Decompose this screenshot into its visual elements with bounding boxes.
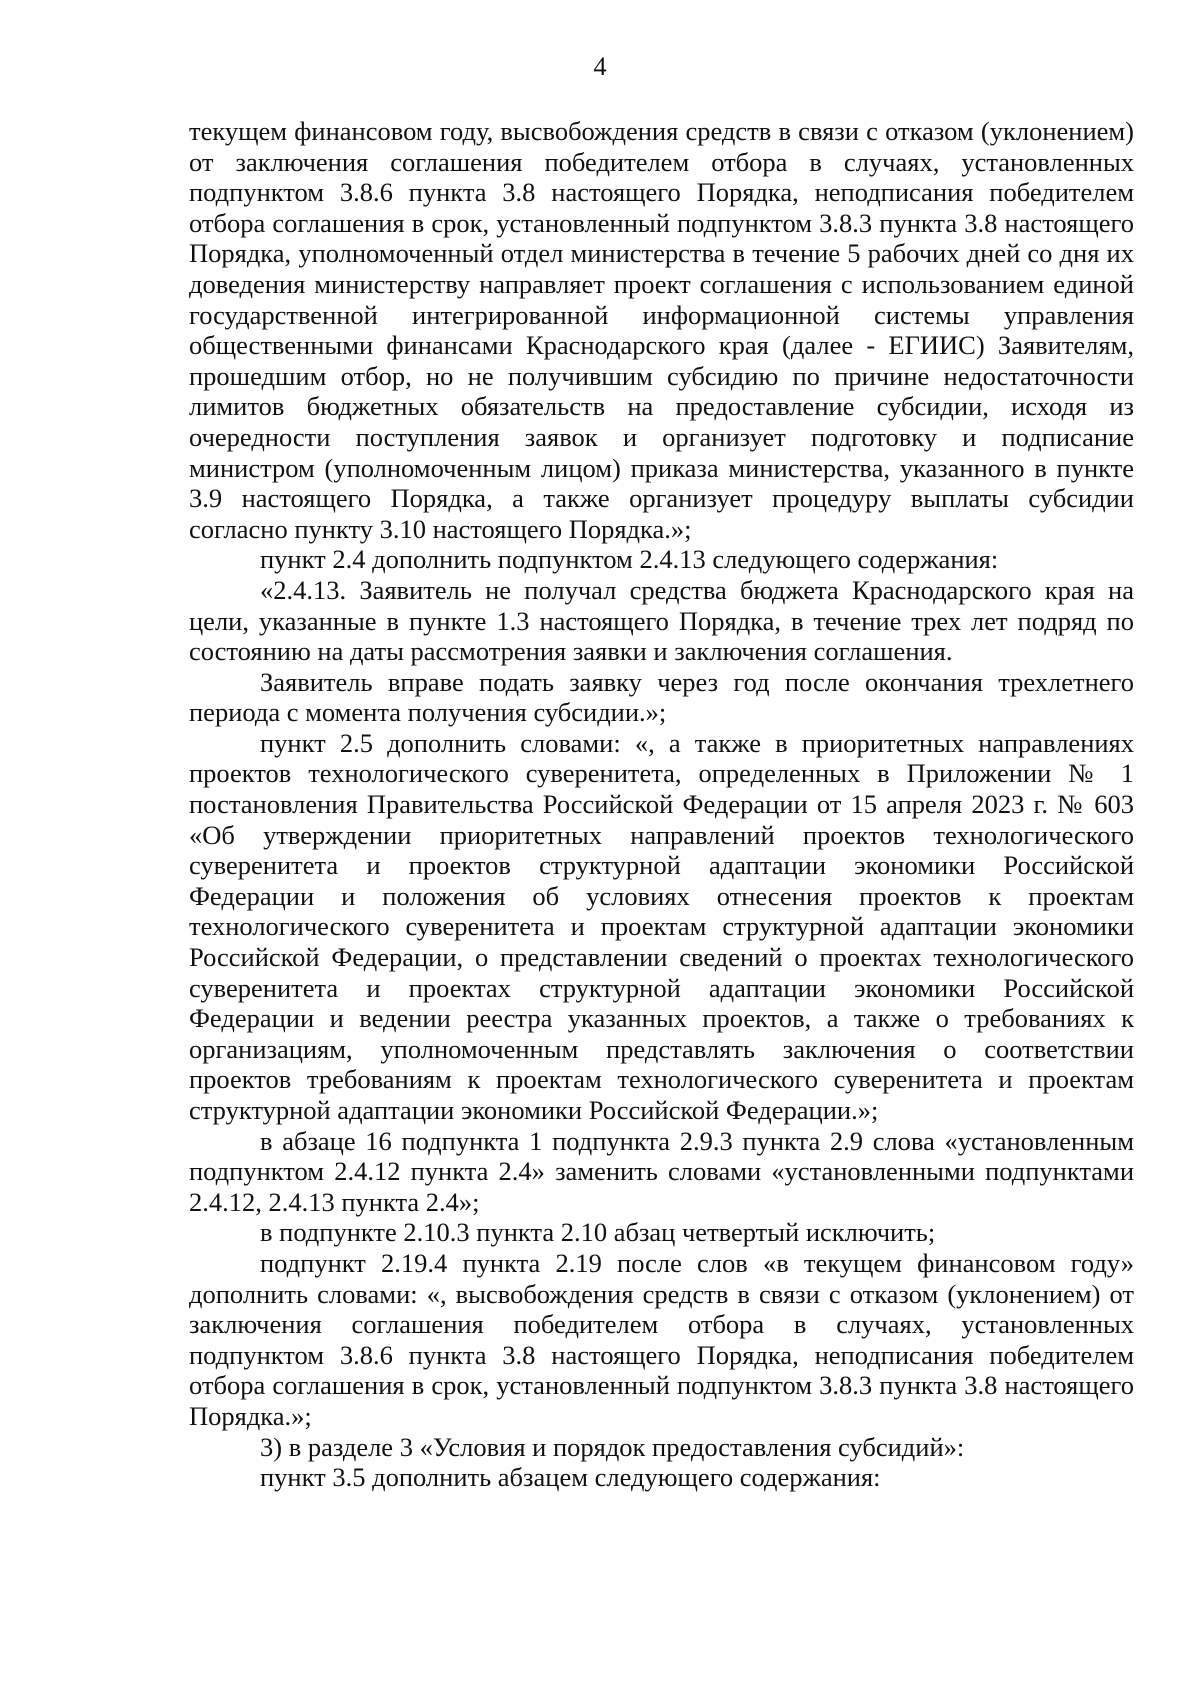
paragraph-item-2-10-3: в подпункте 2.10.3 пункта 2.10 абзац четвертый исключить; xyxy=(260,1217,936,1248)
paragraph-section-3: 3) в разделе 3 «Условия и порядок предоставления субсидий»: xyxy=(260,1431,965,1462)
paragraph-item-2-9-3: в абзаце 16 подпункта 1 подпункта 2.9.3 пункта 2.9 слова «установленным подпунктом 2.4.12 пункта 2.4» заменить словами «установленными подпунктами 2.4.12, 2.4.13 пункта 2.4»; xyxy=(189,1125,1134,1217)
paragraph-item-2-4: пункт 2.4 дополнить подпунктом 2.4.13 следующего содержания: xyxy=(260,544,999,575)
document-body xyxy=(189,116,1134,1493)
paragraph-continuation: текущем финансовом году, высвобождения средств в связи с отказом (уклонением) от заключения соглашения победителем отбора в случаях, установленных подпунктом 3.8.6 пункта 3.8 настоящего Порядка, неподписания победителем отбора соглашения в срок, установленный подпунктом 3.8.3 пункта 3.8 настоящего Порядка, уполномоченный отдел министерства в течение 5 рабочих дней со дня их доведения министерству направляет проект соглашения с использованием единой государственной интегрированной информационной системы управления общественными финансами Краснодарского края (далее - ЕГИИС) Заявителям, прошедшим отбор, но не получившим субсидию по причине недостаточности лимитов бюджетных обязательств на предоставление субсидии, исходя из очередности поступления заявок и организует подготовку и подписание министром (уполномоченным лицом) приказа министерства, указанного в пункте 3.9 настоящего Порядка, а также организует процедуру выплаты субсидии согласно пункту 3.10 настоящего Порядка.»; xyxy=(189,116,1134,544)
paragraph-item-2-5: пункт 2.5 дополнить словами: «, а также в приоритетных направлениях проектов технологического суверенитета, определенных в Приложении № 1 постановления Правительства Российской Федерации от 15 апреля 2023 г. № 603 «Об утверждении приоритетных направлений проектов технологического суверенитета и проектов структурной адаптации экономики Российской Федерации и положения об условиях отнесения проектов к проектам технологического суверенитета и проектам структурной адаптации экономики Российской Федерации, о представлении сведений о проектах технологического суверенитета и проектах структурной адаптации экономики Российской Федерации и ведении реестра указанных проектов, а также о требованиях к организациям, уполномоченным представлять заключения о соответствии проектов требованиям к проектам технологического суверенитета и проектам структурной адаптации экономики Российской Федерации.»; xyxy=(189,727,1134,1125)
paragraph-item-3-5: пункт 3.5 дополнить абзацем следующего содержания: xyxy=(260,1462,881,1493)
paragraph-applicant-right: Заявитель вправе подать заявку через год после окончания трехлетнего периода с момента получения субсидии.»; xyxy=(189,666,1134,728)
paragraph-item-2-19-4: подпункт 2.19.4 пункта 2.19 после слов «в текущем финансовом году» дополнить словами: «, высвобождения средств в связи с отказом (уклонением) от заключения соглашения победителем отбора в случаях, установленных подпунктом 3.8.6 пункта 3.8 настоящего Порядка, неподписания победителем отбора соглашения в срок, установленный подпунктом 3.8.3 пункта 3.8 настоящего Порядка.»; xyxy=(189,1247,1134,1431)
paragraph-item-2-4-13: «2.4.13. Заявитель не получал средства бюджета Краснодарского края на цели, указанные в пункте 1.3 настоящего Порядка, в течение трех лет подряд по состоянию на даты рассмотрения заявки и заключения соглашения. xyxy=(189,574,1134,667)
page-number: 4 xyxy=(593,52,607,81)
